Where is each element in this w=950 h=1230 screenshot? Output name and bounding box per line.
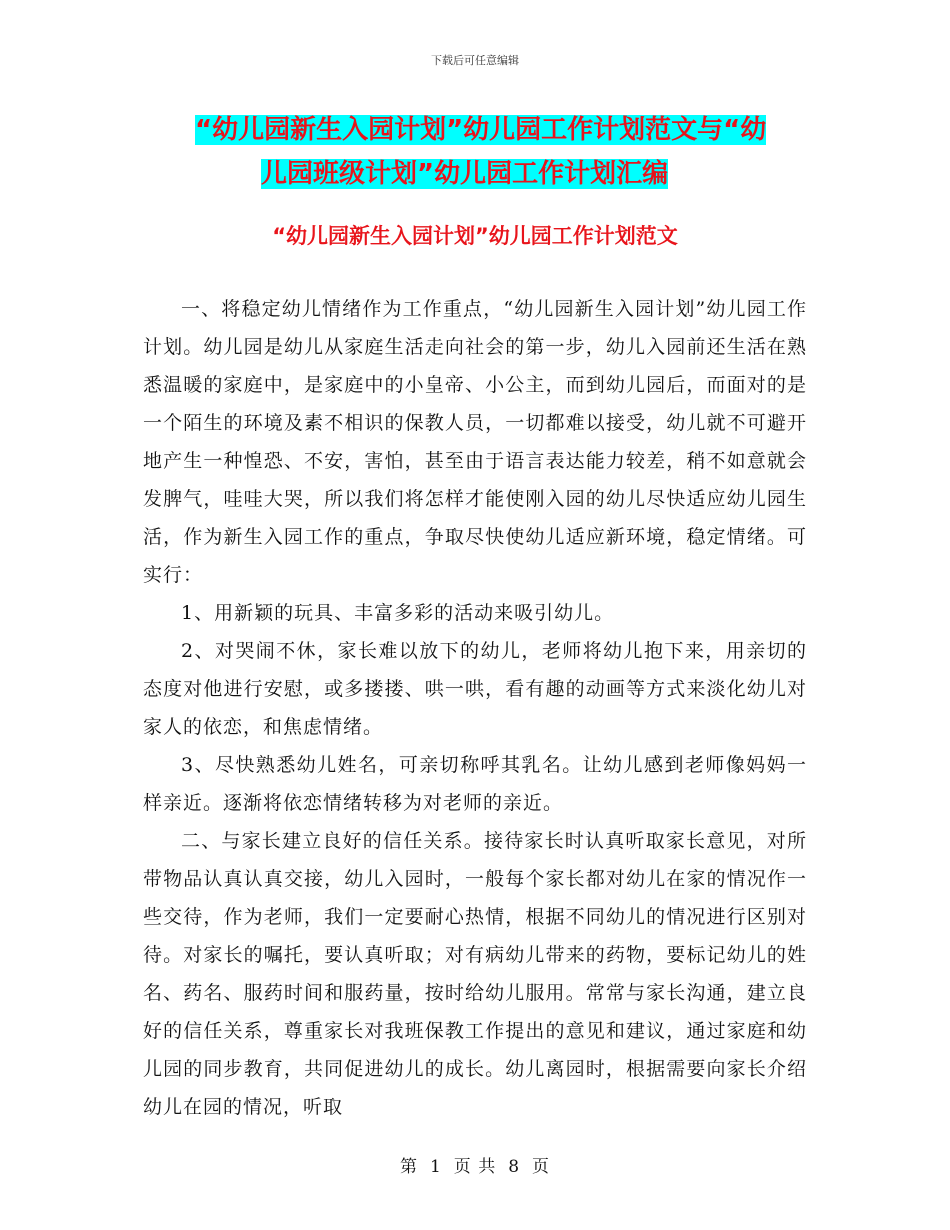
paragraph: 3、尽快熟悉幼儿姓名，可亲切称呼其乳名。让幼儿感到老师像妈妈一样亲近。逐渐将依恋情绪转移为对老师的亲近。	[143, 754, 807, 814]
footer-prefix: 第	[399, 1157, 418, 1177]
title-line-2	[140, 152, 830, 196]
paragraph: 一、将稳定幼儿情绪作为工作重点，“幼儿园新生入园计划”幼儿园工作计划。幼儿园是幼儿从家庭生活走向社会的第一步，幼儿入园前还生活在熟悉温暖的家庭中，是家庭中的小皇帝、小公主，而到幼儿园后，而面对的是一个陌生的环境及素不相识的保教人员，一切都难以接受，幼儿就不可避开地产生一种惶恐、不安，害怕，甚至由于语言表达能力较差，稍不如意就会发脾气，哇哇大哭，所以我们将怎样才能使刚入园的幼儿尽快适应幼儿园生活，作为新生入园工作的重点，争取尽快使幼儿适应新环境，稳定情绪。可实行：	[143, 298, 807, 586]
header-note: 下载后可任意编辑	[431, 54, 519, 67]
paragraph: 2、对哭闹不休，家长难以放下的幼儿，老师将幼儿抱下来，用亲切的态度对他进行安慰，或多搂搂、哄一哄，看有趣的动画等方式来淡化幼儿对家人的依恋，和焦虑情绪。	[143, 640, 807, 738]
paragraph: 1、用新颖的玩具、丰富多彩的活动来吸引幼儿。	[181, 602, 615, 624]
title-line-1	[140, 108, 830, 152]
page-footer	[0, 1152, 950, 1177]
title-highlight-1: “幼儿园新生入园计划”幼儿园工作计划范文与“幼	[195, 115, 767, 145]
footer-middle: 页 共	[453, 1157, 497, 1177]
paragraph: 二、与家长建立良好的信任关系。接待家长时认真听取家长意见，对所带物品认真认真交接，幼儿入园时，一般每个家长都对幼儿在家的情况作一些交待，作为老师，我们一定要耐心热情，根据不同幼儿的情况进行区别对待。对家长的嘱托，要认真听取；对有病幼儿带来的药物，要标记幼儿的姓名、药名、服药时间和服药量，按时给幼儿服用。常常与家长沟通，建立良好的信任关系，尊重家长对我班保教工作提出的意见和建议，通过家庭和幼儿园的同步教育，共同促进幼儿的成长。幼儿离园时，根据需要向家长介绍幼儿在园的情况，听取	[143, 830, 807, 1118]
title-highlight-2: 儿园班级计划”幼儿园工作计划汇编	[261, 159, 669, 189]
footer-suffix: 页	[532, 1157, 551, 1177]
section-title: “幼儿园新生入园计划”幼儿园工作计划范文	[272, 224, 678, 248]
page-number: 1	[429, 1157, 442, 1177]
document-title	[140, 108, 830, 196]
document-body	[143, 290, 807, 1126]
total-pages: 8	[508, 1157, 521, 1177]
